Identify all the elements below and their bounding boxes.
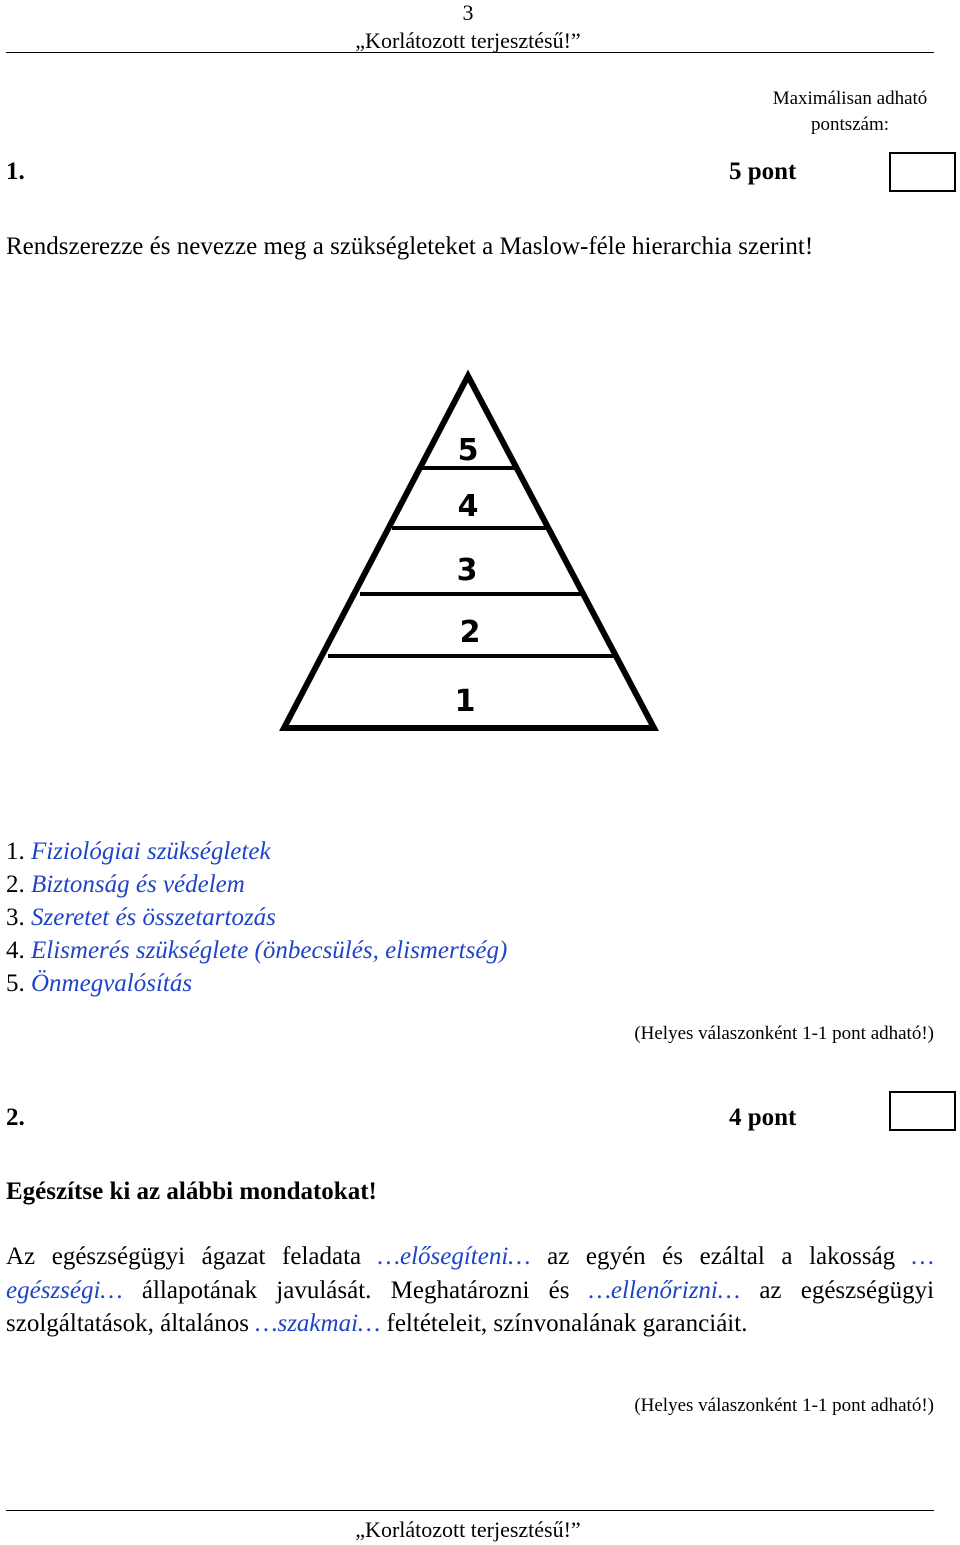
answer-text: Szeretet és összetartozás [31,904,276,931]
footer-restriction: „Korlátozott terjesztésű!” [355,1517,581,1542]
answer-line [6,868,245,901]
page-number: 3 [462,0,474,25]
fill-in-answer: …szakmai… [255,1310,381,1337]
fill-in-answer: …egészségi… [6,1243,935,1304]
max-points-label: Maximálisan adható pontszám: [772,88,928,135]
answer-line [6,934,507,967]
task2-number: 2. [6,1104,25,1131]
answer-number: 3. [6,904,25,931]
answer-number: 2. [6,871,25,898]
answer-number: 1. [6,838,25,865]
answer-line [6,967,192,1000]
header-restriction: „Korlátozott terjesztésű!” [355,28,581,53]
footer-rule [6,1510,934,1511]
pyramid-level-label: 1 [454,684,476,719]
task2-scoring-note: (Helyes válaszonként 1-1 pont adható!) [634,1395,934,1416]
fill-in-answer: …ellenőrizni… [588,1276,741,1304]
task1-score-box[interactable] [889,152,956,192]
sentence-text: az egészségügyi szolgáltatások, általános [6,1276,935,1337]
sentence-text: feltételeit, színvonalának garanciáit. [380,1310,748,1337]
task2-instruction: Egészítse ki az alábbi mondatokat! [6,1178,377,1205]
pyramid-level-label: 3 [456,553,478,588]
sentence-text: Az egészségügyi ágazat feladata [6,1243,378,1270]
pyramid-level-label: 5 [457,433,479,468]
header-rule [6,52,934,53]
answer-text: Önmegvalósítás [31,970,193,997]
sentence-text: állapotának javulását. Meghatározni és [122,1276,589,1304]
task2-points: 4 pont [729,1104,797,1131]
task1-scoring-note: (Helyes válaszonként 1-1 pont adható!) [634,1023,934,1044]
answer-line [6,901,276,934]
answer-number: 4. [6,937,25,964]
answer-text: Fiziológiai szükségletek [31,838,271,865]
pyramid-level-label: 4 [457,489,479,524]
task1-number: 1. [6,158,25,185]
answer-number: 5. [6,970,25,997]
answer-text: Biztonság és védelem [31,871,245,898]
answer-text: Elismerés szükséglete (önbecsülés, elismertség) [31,937,508,964]
pyramid-level-label: 2 [459,615,481,650]
task2-sentence [6,1240,934,1341]
task2-score-box[interactable] [889,1091,956,1131]
task1-instruction: Rendszerezze és nevezze meg a szükségleteket a Maslow-féle hierarchia szerint! [6,233,814,260]
pyramid-outline [284,376,654,728]
maslow-pyramid [270,368,670,738]
sentence-text: az egyén és ezáltal a lakosság [530,1243,912,1270]
task1-points: 5 pont [729,158,797,185]
fill-in-answer: …elősegíteni… [377,1243,531,1270]
answer-line [6,835,271,868]
